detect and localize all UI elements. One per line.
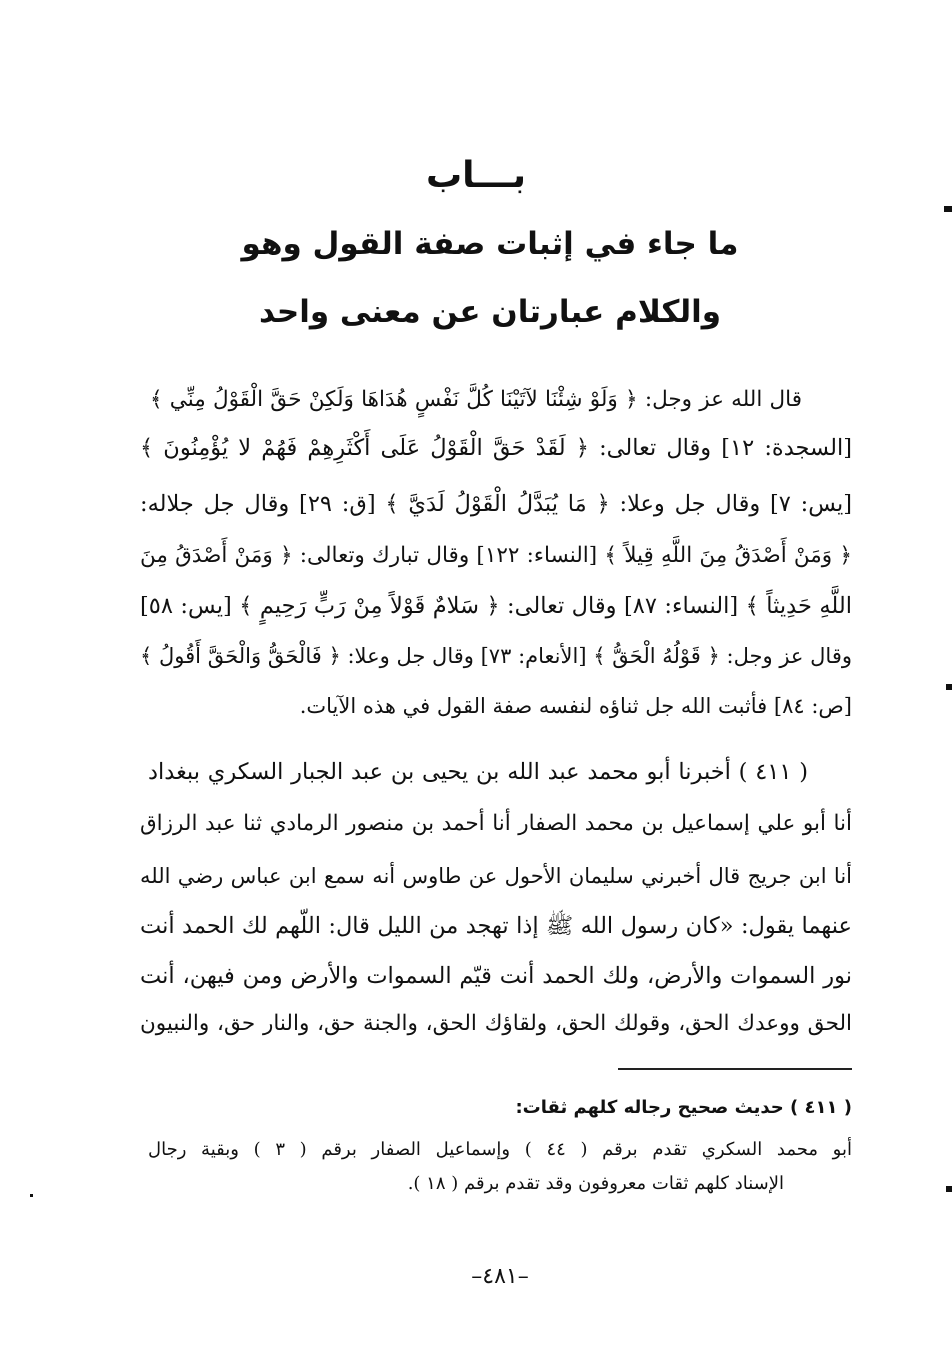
chapter-title-line-2: والكلام عبارتان عن معنى واحد xyxy=(259,294,721,330)
body-line: عنهما يقول: «كان رسول الله ﷺ إذا تهجد من الليل قال: اللّهم لك الحمد أنت xyxy=(140,913,852,939)
scan-mark xyxy=(944,206,952,212)
scan-mark xyxy=(946,1186,952,1192)
body-line: أنا ابن جريج قال أخبرني سليمان الأحول عن طاوس أنه سمع ابن عباس رضي الله xyxy=(140,864,852,888)
body-line: اللَّهِ حَدِيثاً ﴾ [النساء: ٨٧] وقال تعالى: ﴿ سَلامٌ قَوْلاً مِنْ رَبٍّ رَحِيمٍ ﴾ [يس: ٥٨] xyxy=(140,593,852,619)
footnote-separator xyxy=(618,1068,852,1070)
footnote-line: الإسناد كلهم ثقات معروفون وقد تقدم برقم ( ١٨ ). xyxy=(407,1173,784,1194)
body-line: ( ٤١١ ) أخبرنا أبو محمد عبد الله بن يحيى بن عبد الجبار السكري ببغداد xyxy=(148,759,808,785)
chapter-heading: بـــاب xyxy=(425,155,527,196)
body-line: وقال عز وجل: ﴿ قَوْلُهُ الْحَقُّ ﴾ [الأنعام: ٧٣] وقال جل وعلا: ﴿ فَالْحَقُّ وَالْحَقَّ أَقُولُ ﴾ xyxy=(140,644,852,668)
scan-mark xyxy=(30,1194,33,1197)
footnote-line: أبو محمد السكري تقدم برقم ( ٤٤ ) وإسماعيل الصفار برقم ( ٣ ) وبقية رجال xyxy=(148,1139,852,1160)
page-number: –٤٨١– xyxy=(471,1264,529,1289)
body-line: أنا أبو علي إسماعيل بن محمد الصفار أنا أحمد بن منصور الرمادي ثنا عبد الرزاق xyxy=(140,811,852,836)
scan-mark xyxy=(946,684,952,690)
body-line: الحق ووعدك الحق، وقولك الحق، ولقاؤك الحق، والجنة حق، والنار حق، والنبيون xyxy=(140,1011,852,1036)
body-line: نور السموات والأرض، ولك الحمد أنت قيّم السموات والأرض ومن فيهن، أنت xyxy=(140,963,852,989)
footnote-heading: ( ٤١١ ) حديث صحيح رجاله كلهم ثقات: xyxy=(515,1097,852,1118)
body-line: [يس: ٧] وقال جل وعلا: ﴿ مَا يُبَدَّلُ الْقَوْلُ لَدَيَّ ﴾ [ق: ٢٩] وقال جل جلاله: xyxy=(140,491,852,517)
body-line: [السجدة: ١٢] وقال تعالى: ﴿ لَقَدْ حَقَّ الْقَوْلُ عَلَى أَكْثَرِهِمْ فَهُمْ لا يُؤْمِنُونَ ﴾ xyxy=(140,435,852,461)
chapter-title-line-1: ما جاء في إثبات صفة القول وهو xyxy=(241,226,739,262)
body-line: [ص: ٨٤] فأثبت الله جل ثناؤه لنفسه صفة القول في هذه الآيات. xyxy=(299,694,852,718)
body-line: ﴿ وَمَنْ أَصْدَقُ مِنَ اللَّهِ قِيلاً ﴾ [النساء: ١٢٢] وقال تبارك وتعالى: ﴿ وَمَنْ أَصْدَقُ مِنَ xyxy=(140,543,852,568)
body-line: قال الله عز وجل: ﴿ وَلَوْ شِئْنَا لآتَيْنَا كُلَّ نَفْسٍ هُدَاهَا وَلَكِنْ حَقَّ الْقَوْلُ مِنِّي ﴾ xyxy=(150,387,802,412)
